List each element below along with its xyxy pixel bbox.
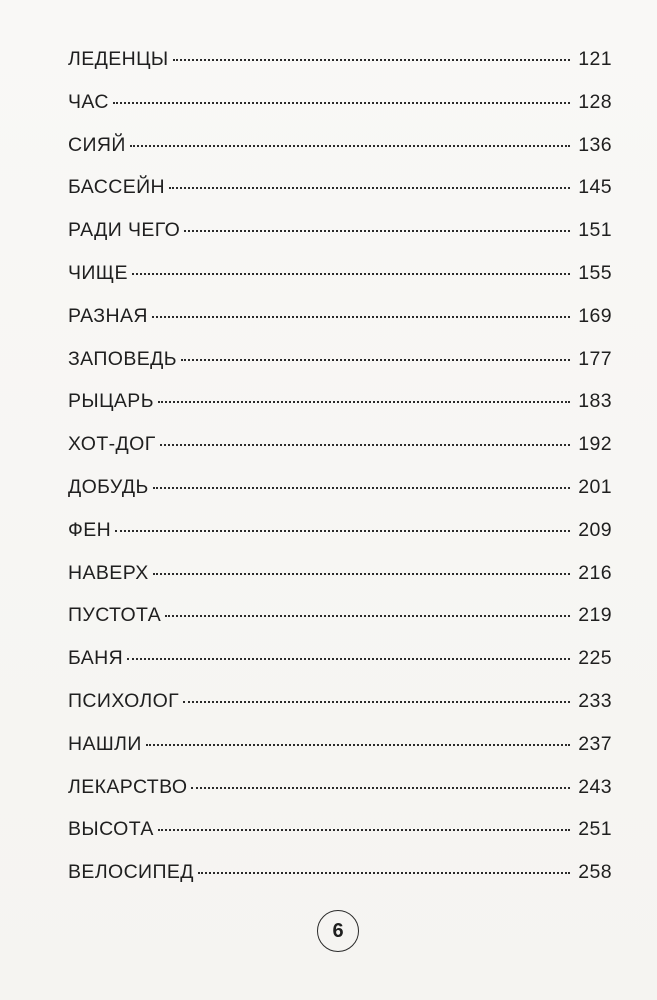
toc-entry-title: ПСИХОЛОГ: [68, 689, 180, 712]
toc-entry-title: ФЕН: [68, 518, 112, 541]
dot-leader: [165, 615, 570, 617]
toc-entry: [68, 134, 612, 177]
toc-entry-page: 209: [578, 518, 612, 541]
toc-entry-title: ВЕЛОСИПЕД: [68, 861, 194, 884]
dot-leader: [130, 145, 570, 147]
toc-entry: [68, 433, 612, 476]
dot-leader: [152, 316, 570, 318]
dot-leader: [183, 701, 570, 703]
toc-entry-title: ХОТ-ДОГ: [68, 433, 156, 456]
toc-entry: [68, 476, 612, 519]
dot-leader: [169, 187, 570, 189]
toc-entry-title: ЛЕКАРСТВО: [68, 775, 188, 798]
toc-entry-title: РАЗНАЯ: [68, 304, 148, 327]
toc-entry-page: 258: [578, 861, 612, 884]
toc-entry-title: ДОБУДЬ: [68, 475, 149, 498]
toc-entry: [68, 219, 612, 262]
dot-leader: [184, 230, 570, 232]
toc-entry-page: 243: [578, 775, 612, 798]
dot-leader: [160, 444, 571, 446]
toc-entry-title: РЫЦАРЬ: [68, 390, 154, 413]
toc-entry-page: 219: [578, 604, 612, 627]
toc-entry-page: 177: [578, 347, 612, 370]
dot-leader: [132, 273, 570, 275]
dot-leader: [113, 102, 570, 104]
toc-entry-page: 128: [578, 90, 612, 113]
dot-leader: [127, 658, 570, 660]
toc-entry-page: 251: [578, 818, 612, 841]
toc-entry: [68, 562, 612, 605]
dot-leader: [158, 401, 570, 403]
toc-entry-title: ЛЕДЕНЦЫ: [68, 48, 169, 70]
toc-entry: [68, 861, 612, 904]
dot-leader: [181, 359, 570, 361]
toc-entry-title: ЧАС: [68, 90, 109, 113]
dot-leader: [198, 872, 570, 874]
toc-entry-title: НАШЛИ: [68, 732, 142, 755]
toc-entry: [68, 348, 612, 391]
toc-entry-page: 225: [578, 647, 612, 670]
toc-entry-title: БАНЯ: [68, 647, 124, 670]
toc-entry: [68, 776, 612, 819]
toc-entry: [68, 176, 612, 219]
dot-leader: [191, 787, 570, 789]
toc-entry-title: ЧИЩЕ: [68, 261, 128, 284]
toc-entry-title: СИЯЙ: [68, 133, 126, 156]
toc-entry: [68, 647, 612, 690]
toc-entry-page: 121: [578, 48, 612, 70]
toc-entry-page: 155: [578, 261, 612, 284]
toc-entry-page: 151: [578, 219, 612, 242]
toc-entry-page: 237: [578, 732, 612, 755]
toc-entry-page: 145: [578, 176, 612, 199]
toc-entry-title: ВЫСОТА: [68, 818, 154, 841]
toc-entry-title: ЗАПОВЕДЬ: [68, 347, 177, 370]
toc-entry-page: 169: [578, 304, 612, 327]
dot-leader: [146, 744, 570, 746]
dot-leader: [153, 487, 571, 489]
toc-entry-page: 183: [578, 390, 612, 413]
toc-entry-title: РАДИ ЧЕГО: [68, 219, 181, 242]
toc-entry: [68, 604, 612, 647]
toc-entry: [68, 305, 612, 348]
toc-entry: [68, 48, 612, 91]
dot-leader: [158, 829, 570, 831]
toc-entry-page: 192: [578, 433, 612, 456]
toc-entry: [68, 519, 612, 562]
toc-entry: [68, 818, 612, 861]
toc-entry: [68, 262, 612, 305]
toc-entry-title: ПУСТОТА: [68, 604, 162, 627]
toc-entry: [68, 690, 612, 733]
toc-entry-page: 136: [578, 133, 612, 156]
toc-entry: [68, 733, 612, 776]
toc-entry-page: 216: [578, 561, 612, 584]
dot-leader: [173, 59, 571, 61]
toc-entry-page: 201: [578, 475, 612, 498]
table-of-contents: [68, 48, 612, 904]
toc-entry-title: БАССЕЙН: [68, 176, 166, 199]
toc-entry-title: НАВЕРХ: [68, 561, 149, 584]
dot-leader: [115, 530, 570, 532]
toc-entry: [68, 390, 612, 433]
page-number-badge: 6: [317, 910, 359, 952]
toc-entry-page: 233: [578, 689, 612, 712]
dot-leader: [153, 573, 571, 575]
toc-entry: [68, 91, 612, 134]
